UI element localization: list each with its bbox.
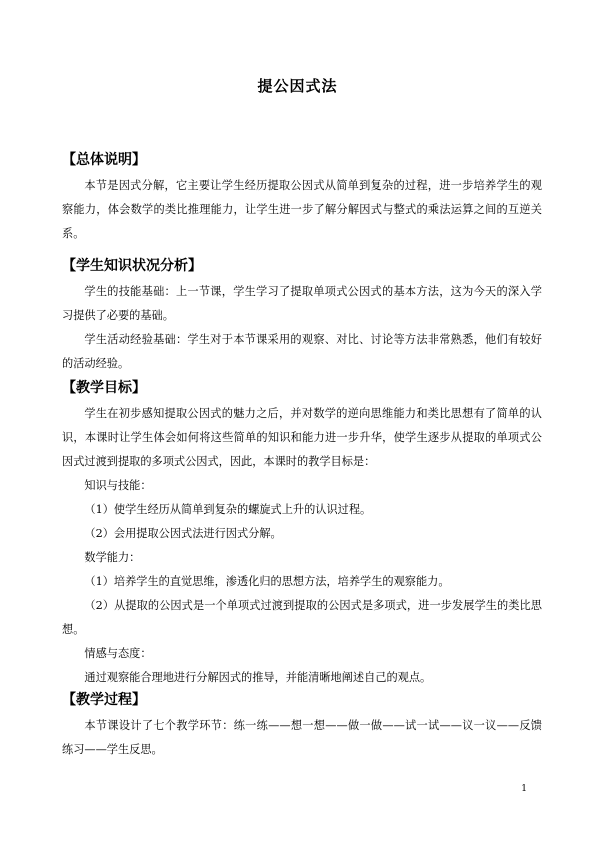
paragraph: 本节是因式分解，它主要让学生经历提取公因式从简单到复杂的过程，进一步培养学生的观察能力，体会数学的类比推理能力，让学生进一步了解分解因式与整式的乘法运算之间的互逆关系。 [62, 179, 542, 240]
paragraph: （1）使学生经历从简单到复杂的螺旋式上升的认识过程。 [84, 503, 372, 516]
section-teaching-goals [62, 378, 542, 690]
paragraph: 学生的技能基础：上一节课，学生学习了提取单项式公因式的基本方法，这为今天的深入学习提供了必要的基础。 [62, 285, 542, 322]
paragraph: 通过观察能合理地进行分解因式的推导，并能清晰地阐述自己的观点。 [84, 671, 432, 684]
paragraph: （2）从提取的公因式是一个单项式过渡到提取的公因式是多项式，进一步发展学生的类比思想。 [62, 599, 542, 636]
paragraph: 学生活动经验基础：学生对于本节课采用的观察、对比、讨论等方法非常熟悉，他们有较好的活动经验。 [62, 333, 542, 370]
page-title: 提公因式法 [257, 77, 338, 95]
paragraph: 知识与技能： [84, 479, 152, 492]
section-heading: 【教学目标】 [62, 380, 146, 396]
paragraph: 数学能力： [84, 551, 141, 564]
paragraph: （1）培养学生的直觉思维，渗透化归的思想方法，培养学生的观察能力。 [84, 575, 450, 588]
paragraph: 情感与态度： [84, 647, 152, 660]
paragraph: 本节课设计了七个教学环节：练一练——想一想——做一做——试一试——议一议——反馈练习——学生反思。 [62, 719, 542, 756]
section-heading: 【总体说明】 [62, 152, 146, 168]
section-heading: 【学生知识状况分析】 [62, 258, 202, 274]
section-heading: 【教学过程】 [62, 692, 146, 708]
paragraph: 学生在初步感知提取公因式的魅力之后，并对数学的逆向思维能力和类比思想有了简单的认识，本课时让学生体会如何将这些简单的知识和能力进一步升华，使学生逐步从提取的单项式公因式过渡到提取的多项式公因式，因此，本课时的教学目标是： [62, 407, 542, 468]
section-overview [62, 150, 542, 246]
section-teaching-process [62, 690, 542, 762]
paragraph: （2）会用提取公因式法进行因式分解。 [84, 527, 282, 540]
page-number: 1 [521, 784, 527, 794]
section-student-analysis [62, 256, 542, 376]
